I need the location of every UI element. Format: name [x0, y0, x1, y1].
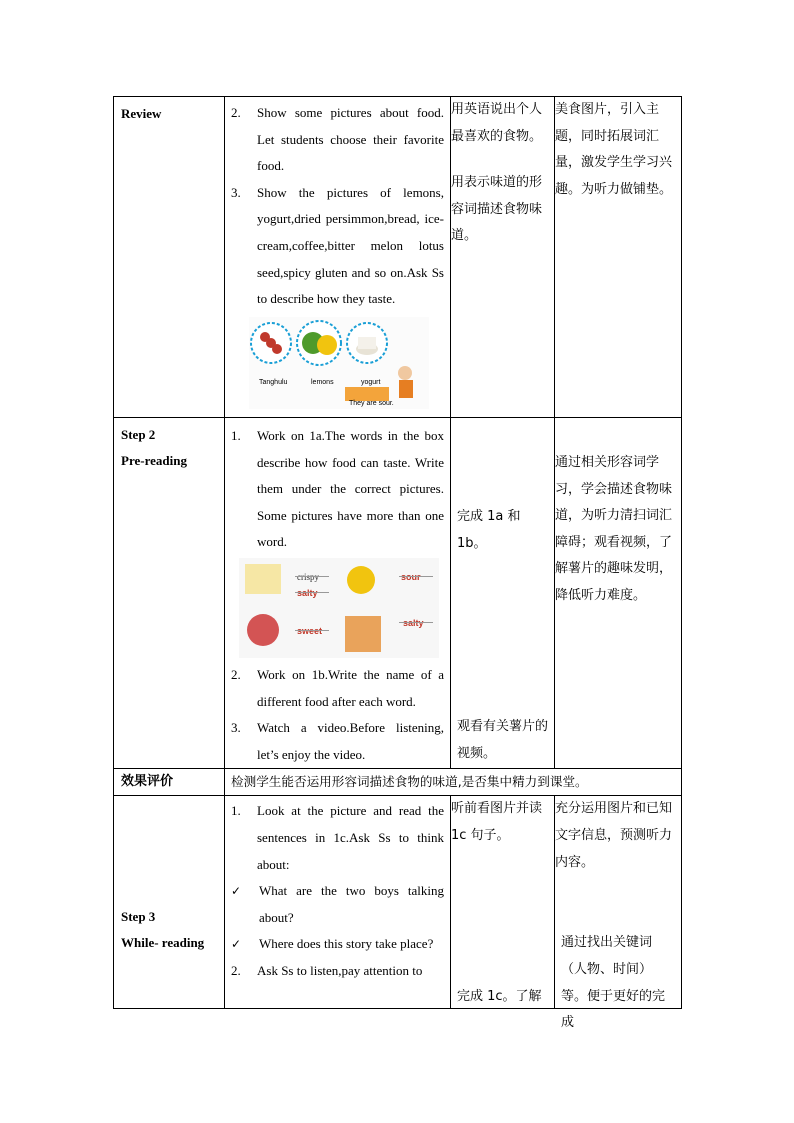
pre-reading-row — [114, 418, 682, 769]
while-reading-purpose-text-1: 充分运用图片和已知文字信息，预测听力内容。 — [555, 801, 673, 870]
evaluation-row — [114, 769, 682, 796]
word-crispy: crispy — [297, 571, 319, 582]
while-reading-row — [114, 796, 682, 1009]
while-reading-student-text-2: 完成 1c。了解 — [457, 989, 542, 1005]
pre-reading-stage-cell — [114, 418, 225, 769]
review-item-2: 2. Show some pictures about food. Let students choose their favorite food. — [231, 105, 444, 174]
taste-words-image — [239, 558, 439, 658]
pre-reading-activities-cell — [225, 418, 451, 769]
yogurt-label: yogurt — [361, 378, 381, 386]
review-stage-label: Review — [121, 106, 162, 121]
evaluation-text: 检测学生能否运用形容词描述食物的味道,是否集中精力到课堂。 — [231, 774, 588, 790]
checkmark-icon: ✓ — [231, 884, 242, 899]
pre-reading-label: Pre-reading — [121, 453, 187, 468]
evaluation-label: 效果评价 — [121, 774, 174, 790]
while-reading-activities-cell — [225, 796, 451, 1009]
lesson-plan-table — [113, 96, 682, 1031]
pre-reading-student-text-1: 完成 1a 和 1b。 — [457, 509, 521, 551]
step2-label: Step 2 — [121, 427, 156, 442]
check-item-1: ✓ What are the two boys talking about? — [225, 878, 450, 931]
answer-line — [295, 592, 329, 593]
while-reading-student-text-1: 听前看图片并读 1c 句子。 — [451, 801, 543, 843]
pre-reading-student-text-2: 观看有关薯片的视频。 — [457, 719, 549, 761]
answer-line — [295, 576, 329, 577]
review-activities-cell — [225, 97, 451, 418]
while-reading-label: While- reading — [121, 935, 205, 951]
review-purpose-text: 美食图片，引入主题，同时拓展词汇量，激发学生学习兴趣。为听力做铺垫。 — [555, 102, 673, 197]
review-purpose-cell — [555, 97, 682, 418]
review-item-3: 3. Show the pictures of lemons, yogurt,dried persimmon,bread, ice-cream,coffee,bitter melon lotus seed,spicy gluten and so on.Ask Ss to describe how they taste. — [231, 184, 444, 307]
while-reading-purpose-cell — [555, 796, 682, 1031]
pre-reading-item-1: 1. Work on 1a.The words in the box describe how food can taste. Write them under the correct pictures. Some pictures have more than one word. — [231, 428, 444, 550]
evaluation-text-cell — [225, 769, 682, 796]
evaluation-label-cell — [114, 769, 225, 796]
review-student-cell — [451, 97, 555, 418]
while-reading-stage-cell — [114, 796, 225, 1009]
while-reading-purpose-text-2: 通过找出关键词（人物、时间）等。便于更好的完成 — [561, 935, 666, 1031]
pre-reading-purpose-cell — [555, 418, 682, 769]
review-student-text-1: 用英语说出个人最喜欢的食物。 — [451, 102, 543, 144]
word-sweet: sweet — [297, 625, 323, 636]
review-food-image — [249, 317, 429, 409]
review-row — [114, 97, 682, 418]
answer-line — [399, 622, 433, 623]
tanghulu-label: Tanghulu — [259, 378, 288, 386]
lemons-label: lemons — [311, 378, 334, 386]
checkmark-icon: ✓ — [231, 937, 242, 952]
while-reading-item-1: 1. Look at the picture and read the sentences in 1c.Ask Ss to think about: — [231, 803, 444, 872]
pre-reading-item-2: 2. Work on 1b.Write the name of a different food after each word. — [231, 666, 444, 709]
pre-reading-purpose-text: 通过相关形容词学习，学会描述食物味道，为听力清扫词汇障碍；观看视频，了解薯片的趣味发明，降低听力难度。 — [555, 455, 673, 603]
pre-reading-item-3: 3. Watch a video.Before listening, let’s enjoy the video. — [231, 720, 444, 762]
answer-line — [399, 576, 433, 577]
word-salty-1: salty — [297, 587, 318, 598]
step3-label: Step 3 — [121, 909, 156, 925]
while-reading-student-cell — [451, 796, 555, 1009]
word-sour: sour — [401, 571, 421, 582]
pre-reading-student-cell — [451, 418, 555, 769]
speech-bubble-text: They are sour. — [349, 399, 394, 407]
while-reading-item-2: 2. Ask Ss to listen,pay attention to — [231, 962, 423, 978]
review-stage-cell — [114, 97, 225, 418]
answer-line — [295, 630, 329, 631]
check-item-2: ✓ Where does this story take place? — [225, 931, 450, 958]
word-salty-2: salty — [403, 617, 424, 628]
review-student-text-2: 用表示味道的形容词描述食物味道。 — [451, 175, 543, 244]
